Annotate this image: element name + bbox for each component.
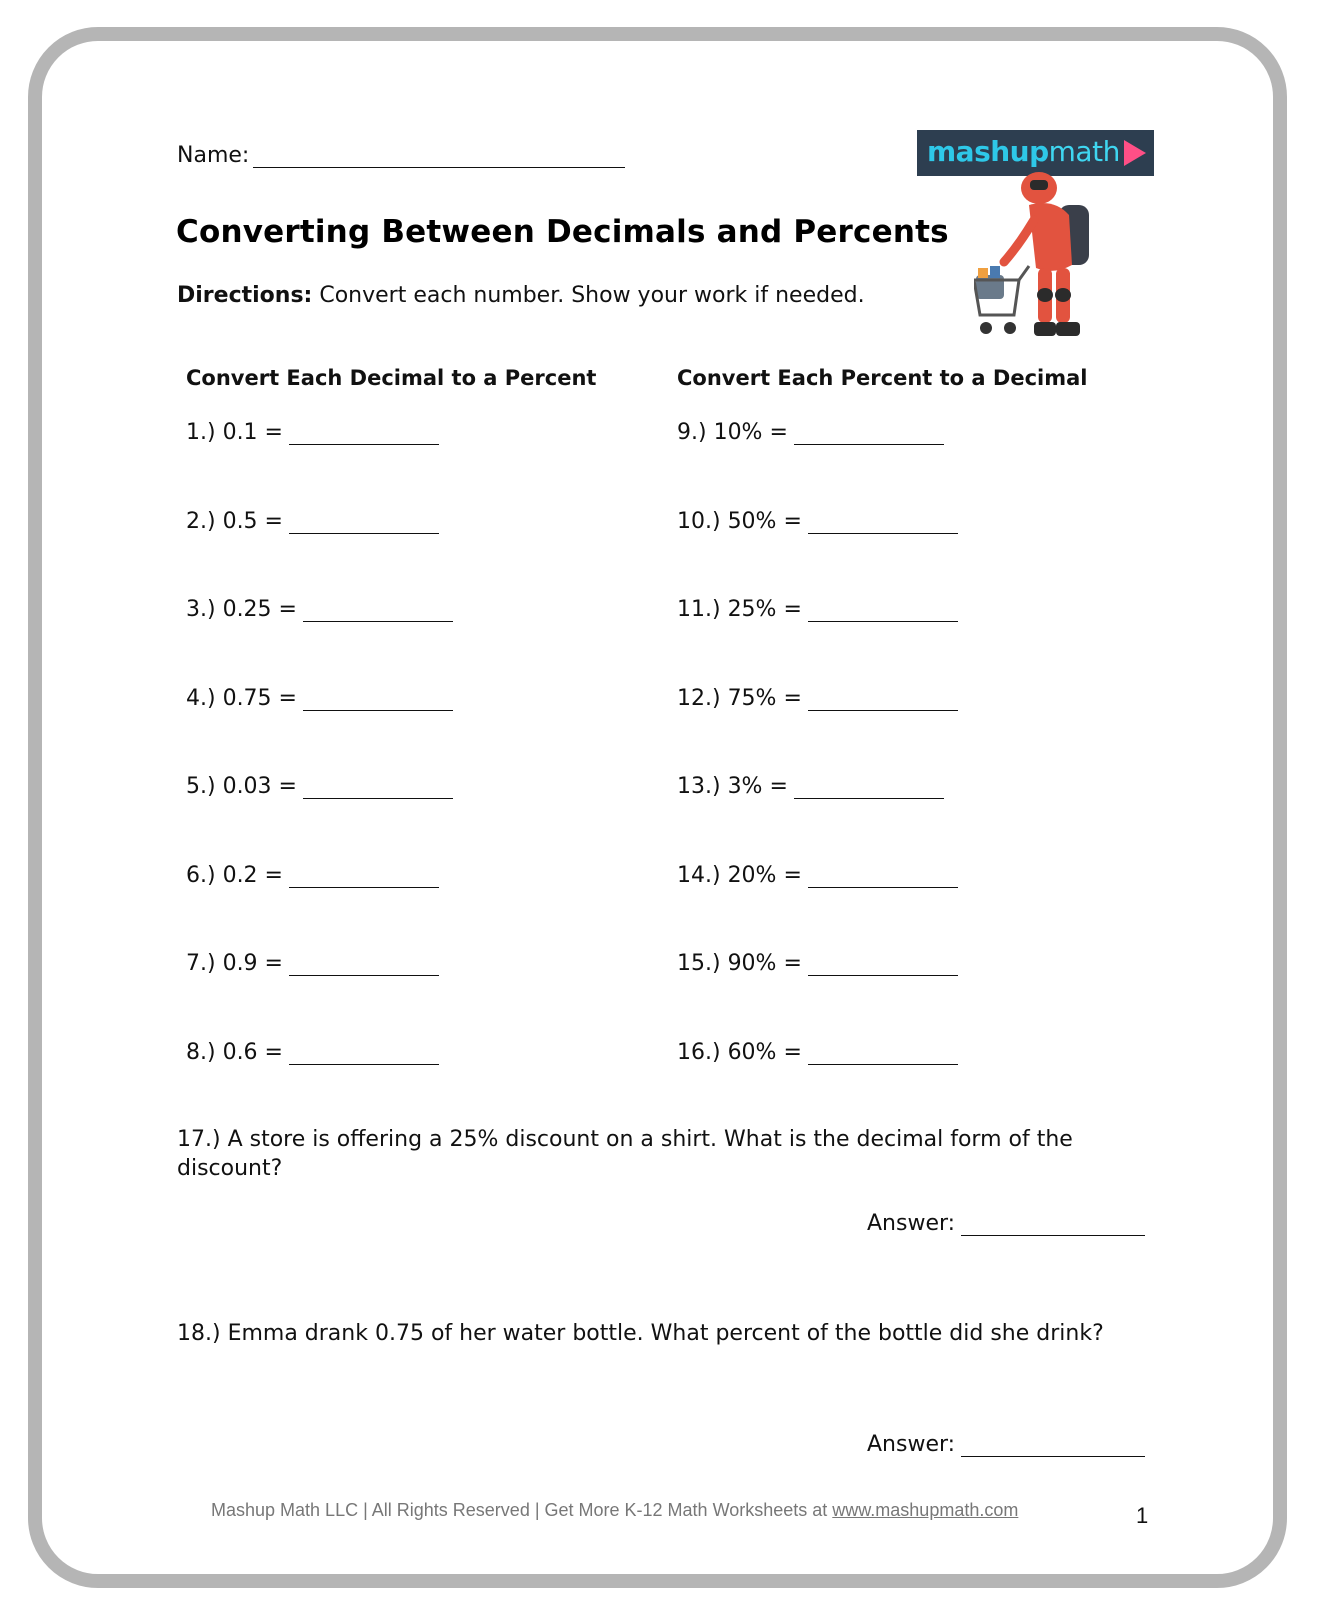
directions-text: Convert each number. Show your work if needed. bbox=[319, 283, 865, 308]
answer-blank[interactable] bbox=[961, 1434, 1145, 1457]
problem-label: 5.) 0.03 = bbox=[186, 774, 297, 799]
decimal-to-percent-problem bbox=[186, 774, 453, 799]
logo-light-text: math bbox=[1048, 135, 1120, 168]
answer-label: Answer: bbox=[867, 1211, 956, 1236]
percent-to-decimal-problem bbox=[677, 1040, 958, 1065]
answer-blank[interactable] bbox=[808, 511, 958, 534]
answer-blank[interactable] bbox=[289, 422, 439, 445]
word-problem-17: 17.) A store is offering a 25% discount on a shirt. What is the decimal form of the discount? bbox=[177, 1127, 1073, 1181]
answer-blank[interactable] bbox=[808, 953, 958, 976]
problem-label: 7.) 0.9 = bbox=[186, 951, 283, 976]
answer-blank[interactable] bbox=[808, 865, 958, 888]
percent-to-decimal-problem bbox=[677, 420, 944, 445]
problem-label: 14.) 20% = bbox=[677, 862, 802, 888]
word-problem-18: 18.) Emma drank 0.75 of her water bottle. What percent of the bottle did she drink? bbox=[177, 1321, 1104, 1346]
answer-blank[interactable] bbox=[303, 688, 453, 711]
problem-label: 3.) 0.25 = bbox=[186, 597, 297, 622]
answer-blank[interactable] bbox=[289, 1042, 439, 1065]
problem-label: 13.) 3% = bbox=[677, 774, 788, 799]
directions-label: Directions: bbox=[177, 283, 313, 308]
footer-link[interactable]: www.mashupmath.com bbox=[832, 1500, 1019, 1520]
answer-blank[interactable] bbox=[794, 422, 944, 445]
decimal-to-percent-problem bbox=[186, 420, 439, 445]
percent-to-decimal-problem bbox=[677, 774, 944, 799]
right-column-heading: Convert Each Percent to a Decimal bbox=[677, 366, 1088, 390]
percent-to-decimal-problem bbox=[677, 686, 958, 711]
answer-blank[interactable] bbox=[961, 1213, 1145, 1236]
problem-label: 12.) 75% = bbox=[677, 685, 802, 711]
decimal-to-percent-problem bbox=[186, 509, 439, 534]
directions bbox=[177, 283, 865, 308]
robot-icon bbox=[1004, 172, 1089, 336]
name-label: Name: bbox=[177, 143, 250, 168]
play-icon bbox=[1124, 140, 1146, 166]
page-title: Converting Between Decimals and Percents bbox=[176, 214, 949, 250]
problem-label: 8.) 0.6 = bbox=[186, 1039, 283, 1065]
problem-label: 2.) 0.5 = bbox=[186, 508, 283, 534]
problem-label: 6.) 0.2 = bbox=[186, 862, 283, 888]
problem-label: 10.) 50% = bbox=[677, 508, 802, 534]
page-number: 1 bbox=[1136, 1503, 1149, 1528]
logo-bold-text: mashup bbox=[927, 135, 1049, 168]
name-blank[interactable] bbox=[253, 145, 625, 168]
answer-label: Answer: bbox=[867, 1432, 956, 1457]
answer-18 bbox=[867, 1432, 1145, 1457]
percent-to-decimal-problem bbox=[677, 509, 958, 534]
problem-label: 15.) 90% = bbox=[677, 951, 802, 976]
answer-blank[interactable] bbox=[289, 865, 439, 888]
name-field bbox=[177, 143, 625, 168]
answer-blank[interactable] bbox=[303, 599, 453, 622]
decimal-to-percent-problem bbox=[186, 686, 453, 711]
left-column-heading: Convert Each Decimal to a Percent bbox=[186, 366, 597, 390]
decimal-to-percent-problem bbox=[186, 863, 439, 888]
percent-to-decimal-problem bbox=[677, 951, 958, 976]
answer-17 bbox=[867, 1211, 1145, 1236]
answer-blank[interactable] bbox=[289, 953, 439, 976]
shopping-cart-icon bbox=[974, 266, 1029, 334]
answer-blank[interactable] bbox=[794, 776, 944, 799]
decimal-to-percent-problem bbox=[186, 951, 439, 976]
robot-shopping-cart-illustration bbox=[974, 170, 1134, 360]
answer-blank[interactable] bbox=[303, 776, 453, 799]
answer-blank[interactable] bbox=[808, 688, 958, 711]
answer-blank[interactable] bbox=[808, 1042, 958, 1065]
percent-to-decimal-problem bbox=[677, 863, 958, 888]
answer-blank[interactable] bbox=[808, 599, 958, 622]
decimal-to-percent-problem bbox=[186, 1040, 439, 1065]
problem-label: 9.) 10% = bbox=[677, 420, 788, 445]
problem-label: 11.) 25% = bbox=[677, 597, 802, 622]
decimal-to-percent-problem bbox=[186, 597, 453, 622]
problem-label: 1.) 0.1 = bbox=[186, 420, 283, 445]
answer-blank[interactable] bbox=[289, 511, 439, 534]
footer-text: Mashup Math LLC | All Rights Reserved | Get More K-12 Math Worksheets at bbox=[211, 1500, 833, 1520]
footer bbox=[211, 1500, 1018, 1521]
problem-label: 4.) 0.75 = bbox=[186, 685, 297, 711]
percent-to-decimal-problem bbox=[677, 597, 958, 622]
problem-label: 16.) 60% = bbox=[677, 1039, 802, 1065]
